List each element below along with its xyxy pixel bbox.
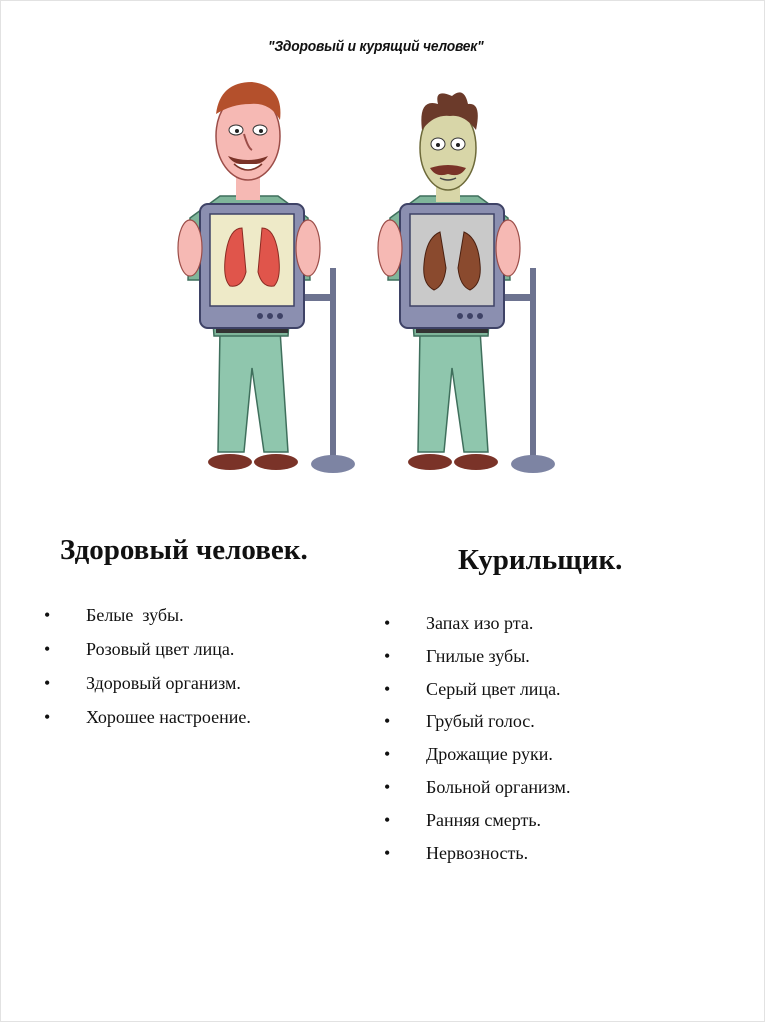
list-item: • Белые зубы. bbox=[44, 598, 251, 632]
list-item: • Больной организм. bbox=[384, 771, 570, 804]
smoker-list bbox=[384, 607, 570, 869]
list-item: • Хорошее настроение. bbox=[44, 700, 251, 734]
list-item: • Розовый цвет лица. bbox=[44, 632, 251, 666]
list-item: • Гнилые зубы. bbox=[384, 640, 570, 673]
illustration-title: "Здоровый и курящий человек" bbox=[268, 38, 484, 55]
list-item: • Грубый голос. bbox=[384, 705, 570, 738]
healthy-vs-smoker-illustration bbox=[160, 68, 580, 488]
list-item: • Здоровый организм. bbox=[44, 666, 251, 700]
smoker-figure bbox=[378, 92, 555, 473]
list-item: • Нервозность. bbox=[384, 837, 570, 870]
healthy-heading: Здоровый человек. bbox=[60, 534, 308, 566]
list-item: • Запах изо рта. bbox=[384, 607, 570, 640]
list-item: • Ранняя смерть. bbox=[384, 804, 570, 837]
healthy-man-figure bbox=[178, 82, 355, 473]
healthy-list bbox=[44, 598, 251, 734]
smoker-heading: Курильщик. bbox=[458, 544, 623, 576]
list-item: • Серый цвет лица. bbox=[384, 673, 570, 706]
list-item: • Дрожащие руки. bbox=[384, 738, 570, 771]
